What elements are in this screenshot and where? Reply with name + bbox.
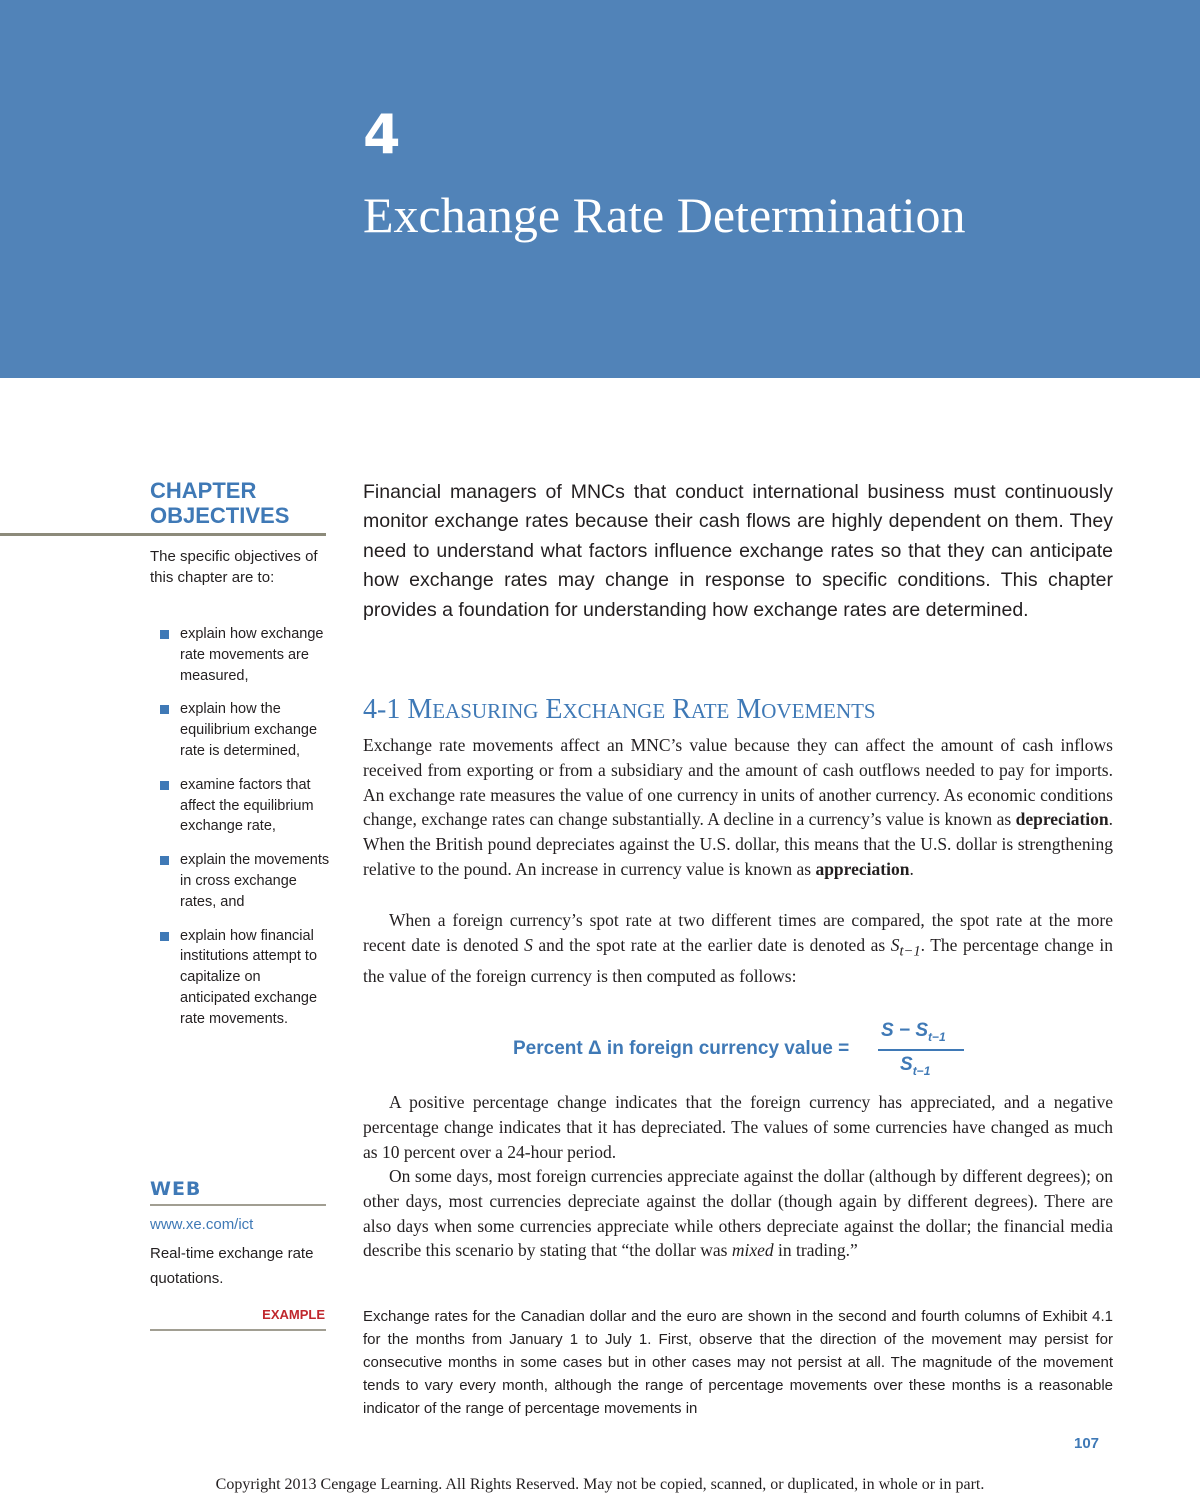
objectives-rule [0, 533, 326, 536]
paragraph-spot-rates: When a foreign currency’s spot rate at two different times are compared, the spot rate at the more recent date is denoted S and the spot rate at the earlier date is denoted as $S_{t-1}$. The percentage change in the value of the foreign currency is then computed as follows: [363, 910, 1113, 987]
objective-item: explain the movements in cross exchange rates, and [160, 850, 330, 912]
section-title: MEASURING EXCHANGE RATE MOVEMENTS [407, 694, 876, 725]
section-heading [363, 694, 1113, 726]
objective-item: examine factors that affect the equilibrium exchange rate, [160, 775, 330, 837]
objective-item: explain how the equilibrium exchange rate is determined, [160, 699, 330, 761]
web-rule [150, 1204, 326, 1206]
intro-paragraph: Financial managers of MNCs that conduct international business must continuously monitor exchange rates because their cash flows are highly dependent on them. They need to understand what factors influence exchange rates so that they can anticipate how exchange rates may change in response to specific conditions. This chapter provides a foundation for understanding how exchange rates are determined. [363, 481, 1113, 621]
square-bullet-icon [160, 781, 169, 790]
square-bullet-icon [160, 705, 169, 714]
term-depreciation: depreciation [1015, 809, 1109, 830]
web-description: Real-time exchange rate quotations. [150, 1245, 314, 1287]
objective-item: explain how exchange rate movements are measured, [160, 624, 330, 686]
page-number: 107 [1074, 1435, 1100, 1452]
formula-denominator: $S_{t-1}$ [900, 1054, 931, 1078]
paragraph-mixed-days: On some days, most foreign currencies appreciate against the dollar (although by different degrees); on other days, most currencies depreciate against the dollar (though again by different degrees). There are also days when some currencies appreciate while others depreciate against the dollar; the financial media describe this scenario by stating that “the dollar was mixed in trading.” [363, 1166, 1113, 1261]
example-label: EXAMPLE [262, 1307, 325, 1322]
square-bullet-icon [160, 630, 169, 639]
chapter-title: Exchange Rate Determination [363, 187, 966, 243]
web-heading: WEB [150, 1178, 202, 1200]
formula-lhs: Percent Δ in foreign currency value = [513, 1038, 850, 1059]
section-number: 4-1 [363, 694, 401, 725]
square-bullet-icon [160, 932, 169, 941]
objectives-heading: CHAPTER OBJECTIVES [150, 478, 290, 528]
objectives-intro: The specific objectives of this chapter are to: [150, 548, 318, 586]
example-rule [150, 1329, 326, 1331]
copyright-notice: Copyright 2013 Cengage Learning. All Rights Reserved. May not be copied, scanned, or duplicated, in whole or in part. [215, 1476, 985, 1493]
objective-item: explain how financial institutions attempt to capitalize on anticipated exchange rate movements. [160, 926, 330, 1030]
paragraph-positive-change: A positive percentage change indicates that the foreign currency has appreciated, and a negative percentage change indicates that it has depreciated. The values of some currencies have changed as much as 10 percent over a 24-hour period. [363, 1092, 1113, 1162]
square-bullet-icon [160, 856, 169, 865]
paragraph-measuring: Exchange rate movements affect an MNC’s value because they can affect the amount of cash inflows received from exporting or from a subsidiary and the amount of cash outflows needed to pay for imports. An exchange rate measures the value of one currency in units of another currency. As economic conditions change, exchange rates can change substantially. A decline in a currency’s value is known as depreciation. When the British pound depreciates against the U.S. dollar, this means that the U.S. dollar is strengthening relative to the pound. An increase in currency value is known as appreciation. [363, 735, 1113, 879]
web-link[interactable]: www.xe.com/ict [150, 1216, 254, 1233]
chapter-number: 4 [363, 103, 401, 166]
example-text: Exchange rates for the Canadian dollar and the euro are shown in the second and fourth columns of Exhibit 4.1 for the months from January 1 to July 1. First, observe that the direction of the movement may persist for consecutive months in some cases but in other cases may not persist at all. The magnitude of the movement tends to vary every month, although the range of percentage movements over these months is a reasonable indicator of the range of percentage movements in [363, 1308, 1113, 1417]
percent-change-formula [513, 1020, 973, 1082]
fraction-bar [878, 1049, 964, 1051]
formula-numerator: $S - S_{t-1}$ [881, 1020, 946, 1044]
objectives-list [160, 624, 330, 1043]
term-appreciation: appreciation [815, 858, 910, 879]
